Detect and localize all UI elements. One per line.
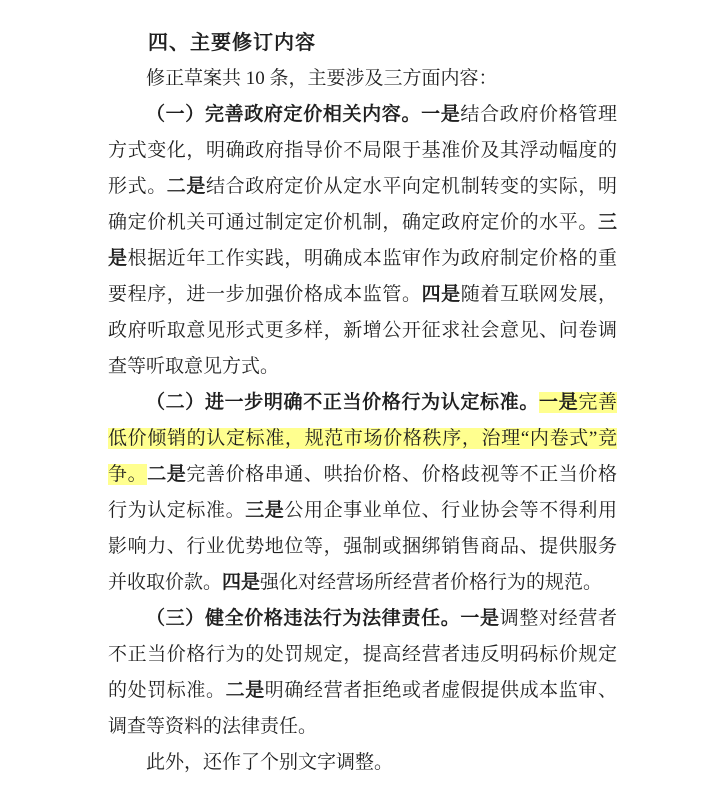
item-text: 根据近年工作实践，明确成本监审作为政府制定价格的重要程序，进一步加强价格成本监管。 [108, 248, 617, 305]
closing-paragraph [108, 745, 617, 781]
document-title: 四、主要修订内容 [148, 32, 316, 54]
intro-paragraph [108, 61, 617, 97]
section-heading: （三）健全价格违法行为法律责任。 [146, 608, 461, 629]
item-marker: 一是 [460, 608, 500, 629]
highlight-run: 完善低价倾销的认定标准，规范市场价格秩序，治理“内卷式”竞争。 [108, 392, 617, 485]
section-paragraph-1 [108, 97, 617, 385]
item-text: 调整对经营者不正当价格行为的处罚规定，提高经营者违反明码标价规定的处罚标准。 [108, 608, 617, 701]
item-text: 强化对经营场所经营者价格行为的规范。 [260, 572, 603, 593]
item-marker-highlighted: 一是 [539, 392, 579, 413]
section-paragraph-3 [108, 601, 617, 745]
intro-text: 修正草案共 10 条，主要涉及三方面内容： [146, 68, 498, 89]
item-text: 完善价格串通、哄抬价格、价格歧视等不正当价格行为认定标准。 [108, 464, 617, 521]
item-text: 随着互联网发展，政府听取意见形式更多样，新增公开征求社会意见、问卷调查等听取意见方式。 [108, 284, 617, 377]
closing-text: 此外，还作了个别文字调整。 [146, 752, 394, 773]
section-paragraph-2 [108, 385, 617, 601]
item-marker: 三是 [108, 212, 617, 269]
item-text: 明确经营者拒绝或者虚假提供成本监审、调查等资料的法律责任。 [108, 680, 617, 737]
item-marker: 三是 [245, 500, 285, 521]
item-marker: 一是 [421, 104, 461, 125]
section-heading: （一）完善政府定价相关内容。 [146, 104, 422, 125]
item-marker: 二是 [166, 176, 206, 197]
section-heading: （二）进一步明确不正当价格行为认定标准。 [146, 392, 540, 413]
item-marker: 二是 [225, 680, 265, 701]
item-marker: 四是 [222, 572, 261, 593]
item-marker: 四是 [421, 284, 461, 305]
item-text: 结合政府价格管理方式变化，明确政府指导价不局限于基准价及其浮动幅度的形式。 [108, 104, 617, 197]
item-text: 公用企事业单位、行业协会等不得利用影响力、行业优势地位等，强制或捆绑销售商品、提供服务并收取价款。 [108, 500, 617, 593]
item-text: 结合政府定价从定水平向定机制转变的实际，明确定价机关可通过制定定价机制，确定政府定价的水平。 [108, 176, 617, 233]
item-marker: 二是 [147, 464, 187, 485]
